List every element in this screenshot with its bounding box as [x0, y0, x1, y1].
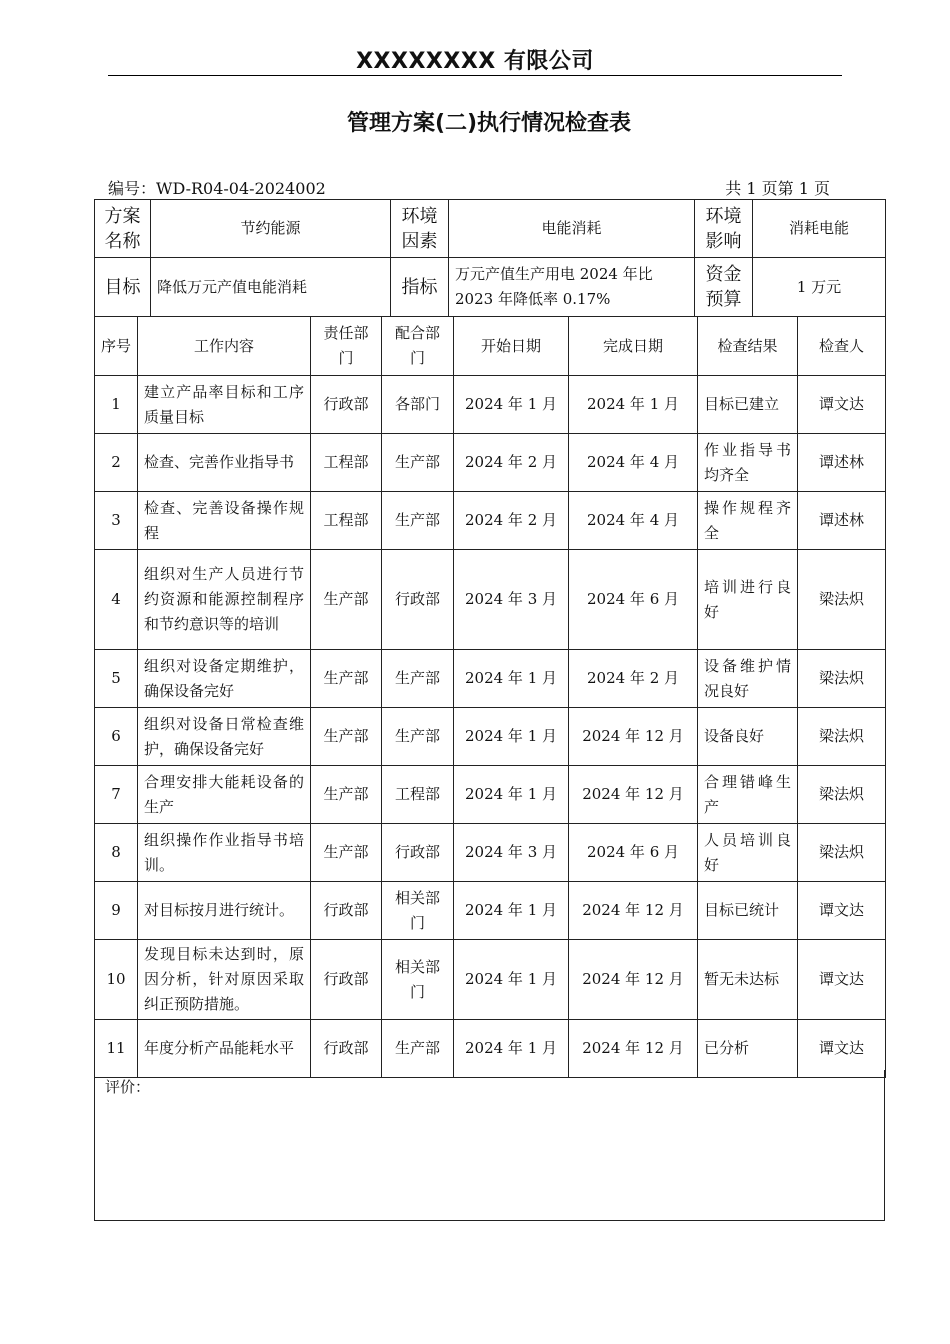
- row-end: 2024 年 6 月: [569, 550, 698, 650]
- env-factor-label: 环境因素: [391, 200, 449, 258]
- document-title: 管理方案(二)执行情况检查表: [346, 111, 632, 136]
- row-coop: 生产部: [382, 1020, 454, 1078]
- plan-name-value: 节约能源: [151, 200, 391, 258]
- row-content: 检查、完善作业指导书: [138, 434, 311, 492]
- row-checker: 梁法炽: [798, 708, 886, 766]
- row-resp: 工程部: [311, 434, 382, 492]
- table-row: [95, 376, 886, 434]
- col-coop: 配合部门: [382, 317, 454, 376]
- row-resp: 生产部: [311, 824, 382, 882]
- row-start: 2024 年 1 月: [454, 708, 569, 766]
- row-result: 设备维护情况良好: [698, 650, 798, 708]
- row-end: 2024 年 1 月: [569, 376, 698, 434]
- row-coop: 各部门: [382, 376, 454, 434]
- row-no: 2: [95, 434, 138, 492]
- row-checker: 谭述林: [798, 434, 886, 492]
- row-no: 11: [95, 1020, 138, 1078]
- target-value: 降低万元产值电能消耗: [151, 258, 391, 317]
- row-end: 2024 年 4 月: [569, 434, 698, 492]
- col-content: 工作内容: [138, 317, 311, 376]
- budget-label: 资金预算: [695, 258, 753, 317]
- row-checker: 梁法炽: [798, 824, 886, 882]
- row-start: 2024 年 3 月: [454, 550, 569, 650]
- col-start: 开始日期: [454, 317, 569, 376]
- row-resp: 行政部: [311, 940, 382, 1020]
- row-content: 组织对设备日常检查维护，确保设备完好: [138, 708, 311, 766]
- row-coop: 生产部: [382, 492, 454, 550]
- col-resp: 责任部门: [311, 317, 382, 376]
- row-start: 2024 年 2 月: [454, 492, 569, 550]
- row-resp: 生产部: [311, 550, 382, 650]
- row-resp: 生产部: [311, 766, 382, 824]
- row-end: 2024 年 12 月: [569, 882, 698, 940]
- row-content: 发现目标未达到时，原因分析，针对原因采取纠正预防措施。: [138, 940, 311, 1020]
- table-row: [95, 708, 886, 766]
- row-content: 建立产品率目标和工序质量目标: [138, 376, 311, 434]
- table-row: [95, 766, 886, 824]
- row-start: 2024 年 1 月: [454, 882, 569, 940]
- row-checker: 谭述林: [798, 492, 886, 550]
- row-coop: 生产部: [382, 708, 454, 766]
- evaluation-label: 评价：: [105, 1078, 151, 1096]
- row-result: 目标已统计: [698, 882, 798, 940]
- row-checker: 谭文达: [798, 940, 886, 1020]
- row-resp: 行政部: [311, 1020, 382, 1078]
- row-no: 6: [95, 708, 138, 766]
- row-coop: 相关部门: [382, 940, 454, 1020]
- row-result: 人员培训良好: [698, 824, 798, 882]
- row-start: 2024 年 2 月: [454, 434, 569, 492]
- header-divider: [108, 75, 842, 76]
- col-checker: 检查人: [798, 317, 886, 376]
- document-code: 编号：WD-R04-04-2024002: [108, 179, 326, 198]
- row-start: 2024 年 1 月: [454, 766, 569, 824]
- row-result: 设备良好: [698, 708, 798, 766]
- row-result: 已分析: [698, 1020, 798, 1078]
- row-checker: 谭文达: [798, 1020, 886, 1078]
- row-resp: 生产部: [311, 708, 382, 766]
- table-row: [95, 940, 886, 1020]
- row-no: 7: [95, 766, 138, 824]
- row-content: 年度分析产品能耗水平: [138, 1020, 311, 1078]
- row-no: 3: [95, 492, 138, 550]
- row-start: 2024 年 1 月: [454, 940, 569, 1020]
- row-no: 5: [95, 650, 138, 708]
- row-end: 2024 年 4 月: [569, 492, 698, 550]
- target-label: 目标: [95, 258, 151, 317]
- row-content: 检查、完善设备操作规程: [138, 492, 311, 550]
- env-impact-label: 环境影响: [695, 200, 753, 258]
- row-start: 2024 年 1 月: [454, 650, 569, 708]
- env-factor-value: 电能消耗: [449, 200, 695, 258]
- table-row: [95, 1020, 886, 1078]
- row-checker: 梁法炽: [798, 766, 886, 824]
- row-checker: 梁法炽: [798, 550, 886, 650]
- row-checker: 梁法炽: [798, 650, 886, 708]
- row-content: 组织对设备定期维护，确保设备完好: [138, 650, 311, 708]
- row-coop: 行政部: [382, 550, 454, 650]
- row-end: 2024 年 12 月: [569, 708, 698, 766]
- row-end: 2024 年 6 月: [569, 824, 698, 882]
- table-header-row: [95, 317, 886, 376]
- plan-info-table: [94, 199, 886, 317]
- row-end: 2024 年 12 月: [569, 1020, 698, 1078]
- indicator-label: 指标: [391, 258, 449, 317]
- row-end: 2024 年 12 月: [569, 940, 698, 1020]
- table-row: [95, 650, 886, 708]
- row-resp: 工程部: [311, 492, 382, 550]
- table-row: [95, 492, 886, 550]
- env-impact-value: 消耗电能: [753, 200, 886, 258]
- row-checker: 谭文达: [798, 882, 886, 940]
- row-resp: 行政部: [311, 376, 382, 434]
- row-no: 8: [95, 824, 138, 882]
- table-row: [95, 550, 886, 650]
- row-coop: 相关部门: [382, 882, 454, 940]
- budget-value: 1 万元: [753, 258, 886, 317]
- col-no: 序号: [95, 317, 138, 376]
- plan-name-label: 方案名称: [95, 200, 151, 258]
- table-row: [95, 434, 886, 492]
- row-start: 2024 年 1 月: [454, 1020, 569, 1078]
- row-resp: 生产部: [311, 650, 382, 708]
- row-content: 组织操作作业指导书培训。: [138, 824, 311, 882]
- table-row: [95, 824, 886, 882]
- indicator-value: 万元产值生产用电 2024 年比 2023 年降低率 0.17%: [449, 258, 695, 317]
- row-coop: 工程部: [382, 766, 454, 824]
- task-table: [94, 316, 886, 1078]
- row-coop: 行政部: [382, 824, 454, 882]
- row-result: 培训进行良好: [698, 550, 798, 650]
- row-coop: 生产部: [382, 650, 454, 708]
- row-resp: 行政部: [311, 882, 382, 940]
- row-start: 2024 年 1 月: [454, 376, 569, 434]
- row-start: 2024 年 3 月: [454, 824, 569, 882]
- row-result: 目标已建立: [698, 376, 798, 434]
- row-checker: 谭文达: [798, 376, 886, 434]
- row-result: 操作规程齐全: [698, 492, 798, 550]
- company-name: XXXXXXXX 有限公司: [356, 49, 594, 74]
- row-result: 暂无未达标: [698, 940, 798, 1020]
- row-content: 对目标按月进行统计。: [138, 882, 311, 940]
- table-row: [95, 882, 886, 940]
- evaluation-box: [94, 1070, 885, 1221]
- row-no: 10: [95, 940, 138, 1020]
- col-end: 完成日期: [569, 317, 698, 376]
- row-no: 9: [95, 882, 138, 940]
- row-content: 组织对生产人员进行节约资源和能源控制程序和节约意识等的培训: [138, 550, 311, 650]
- page-count: 共 1 页第 1 页: [725, 179, 830, 198]
- row-end: 2024 年 12 月: [569, 766, 698, 824]
- row-no: 1: [95, 376, 138, 434]
- row-coop: 生产部: [382, 434, 454, 492]
- row-content: 合理安排大能耗设备的生产: [138, 766, 311, 824]
- row-end: 2024 年 2 月: [569, 650, 698, 708]
- row-result: 合理错峰生产: [698, 766, 798, 824]
- row-no: 4: [95, 550, 138, 650]
- row-result: 作业指导书均齐全: [698, 434, 798, 492]
- col-result: 检查结果: [698, 317, 798, 376]
